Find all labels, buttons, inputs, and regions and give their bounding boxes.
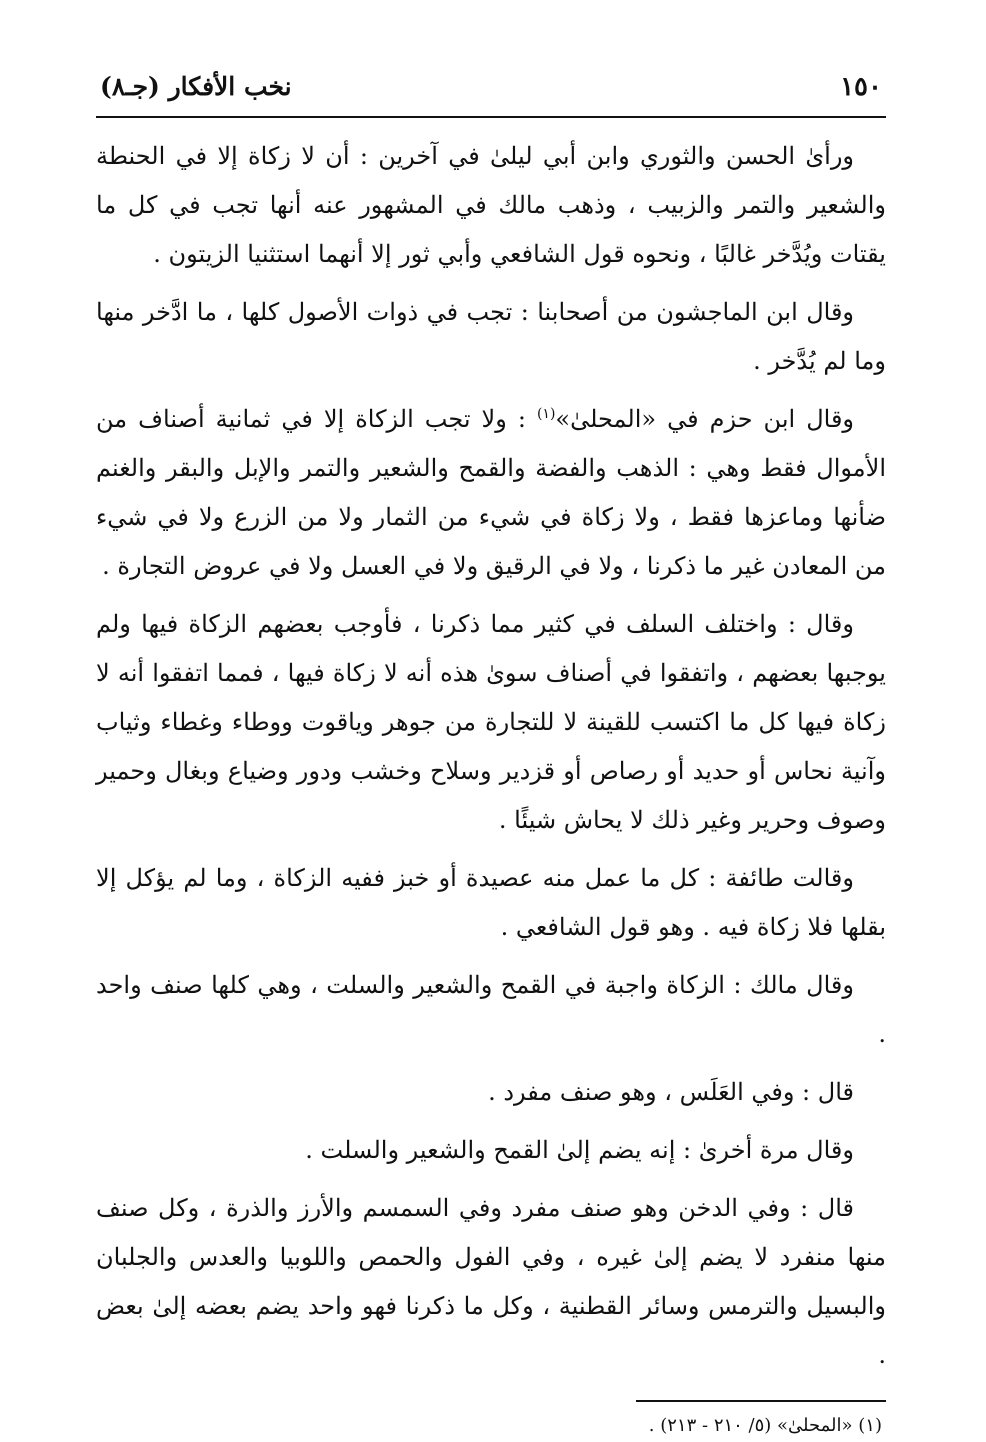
paragraph: وقال مالك : الزكاة واجبة في القمح والشعير والسلت ، وهي كلها صنف واحد . bbox=[96, 971, 886, 1048]
footnote-divider bbox=[636, 1400, 886, 1402]
book-title: نخب الأفكار (جـ٨) bbox=[100, 72, 292, 101]
paragraph: قال : وفي العَلَس ، وهو صنف مفرد . bbox=[488, 1078, 854, 1106]
paragraph: وقال ابن الماجشون من أصحابنا : تجب في ذوات الأصول كلها ، ما ادَّخر منها وما لم يُدَّخر . bbox=[96, 298, 886, 375]
paragraph: قال : وفي الدخن وهو صنف مفرد وفي السمسم والأرز والذرة ، وكل صنف منها منفرد لا يضم إلىٰ غيره ، وفي الفول والحمص واللوبيا والعدس والجلبان والبسيل والترمس وسائر القطنية ، وكل ما ذكرنا فهو واحد يضم بعضه إلىٰ بعض . bbox=[96, 1194, 886, 1369]
paragraph: وقال : واختلف السلف في كثير مما ذكرنا ، فأوجب بعضهم الزكاة فيها ولم يوجبها بعضهم ، واتفقوا في أصناف سوىٰ هذه أنه لا زكاة فيها ، فمما اتفقوا أنه لا زكاة فيها كل ما اكتسب للقينة لا للتجارة من جوهر وياقوت ووطاء وغطاء وثياب وآنية نحاس أو حديد أو رصاص أو قزدير وسلاح وخشب ودور وضياع وبغال وحمير وصوف وحرير وغير ذلك لا يحاش شيئًا . bbox=[96, 610, 886, 834]
footnote-reference: (١) bbox=[536, 406, 556, 422]
body-text bbox=[96, 132, 886, 1380]
paragraph: وقالت طائفة : كل ما عمل منه عصيدة أو خبز ففيه الزكاة ، وما لم يؤكل إلا بقلها فلا زكاة فيه . وهو قول الشافعي . bbox=[96, 864, 886, 941]
page-header bbox=[96, 72, 886, 118]
paragraph-text: وقال ابن حزم في «المحلىٰ» bbox=[555, 405, 855, 433]
paragraph: وقال مرة أخرىٰ : إنه يضم إلىٰ القمح والشعير والسلت . bbox=[305, 1136, 854, 1164]
footnote: (١) «المحلىٰ» (٥/ ٢١٠ - ٢١٣) . bbox=[648, 1415, 882, 1436]
book-page bbox=[96, 72, 886, 1442]
page-number: ١٥٠ bbox=[840, 72, 882, 102]
paragraph-with-footnote bbox=[96, 395, 886, 591]
paragraph-text: : ولا تجب الزكاة إلا في ثمانية أصناف من الأموال فقط وهي : الذهب والفضة والقمح والشعير والتمر والإبل والبقر والغنم ضأنها وماعزها فقط ، ولا زكاة في شيء من الثمار ولا من الزرع ولا في شيء من المعادن غير ما ذكرنا ، ولا في الرقيق ولا في العسل ولا في عروض التجارة . bbox=[96, 405, 886, 580]
paragraph: ورأىٰ الحسن والثوري وابن أبي ليلىٰ في آخرين : أن لا زكاة إلا في الحنطة والشعير والتمر والزبيب ، وذهب مالك في المشهور عنه أنها تجب في كل ما يقتات ويُدَّخر غالبًا ، ونحوه قول الشافعي وأبي ثور إلا أنهما استثنيا الزيتون . bbox=[96, 142, 886, 268]
